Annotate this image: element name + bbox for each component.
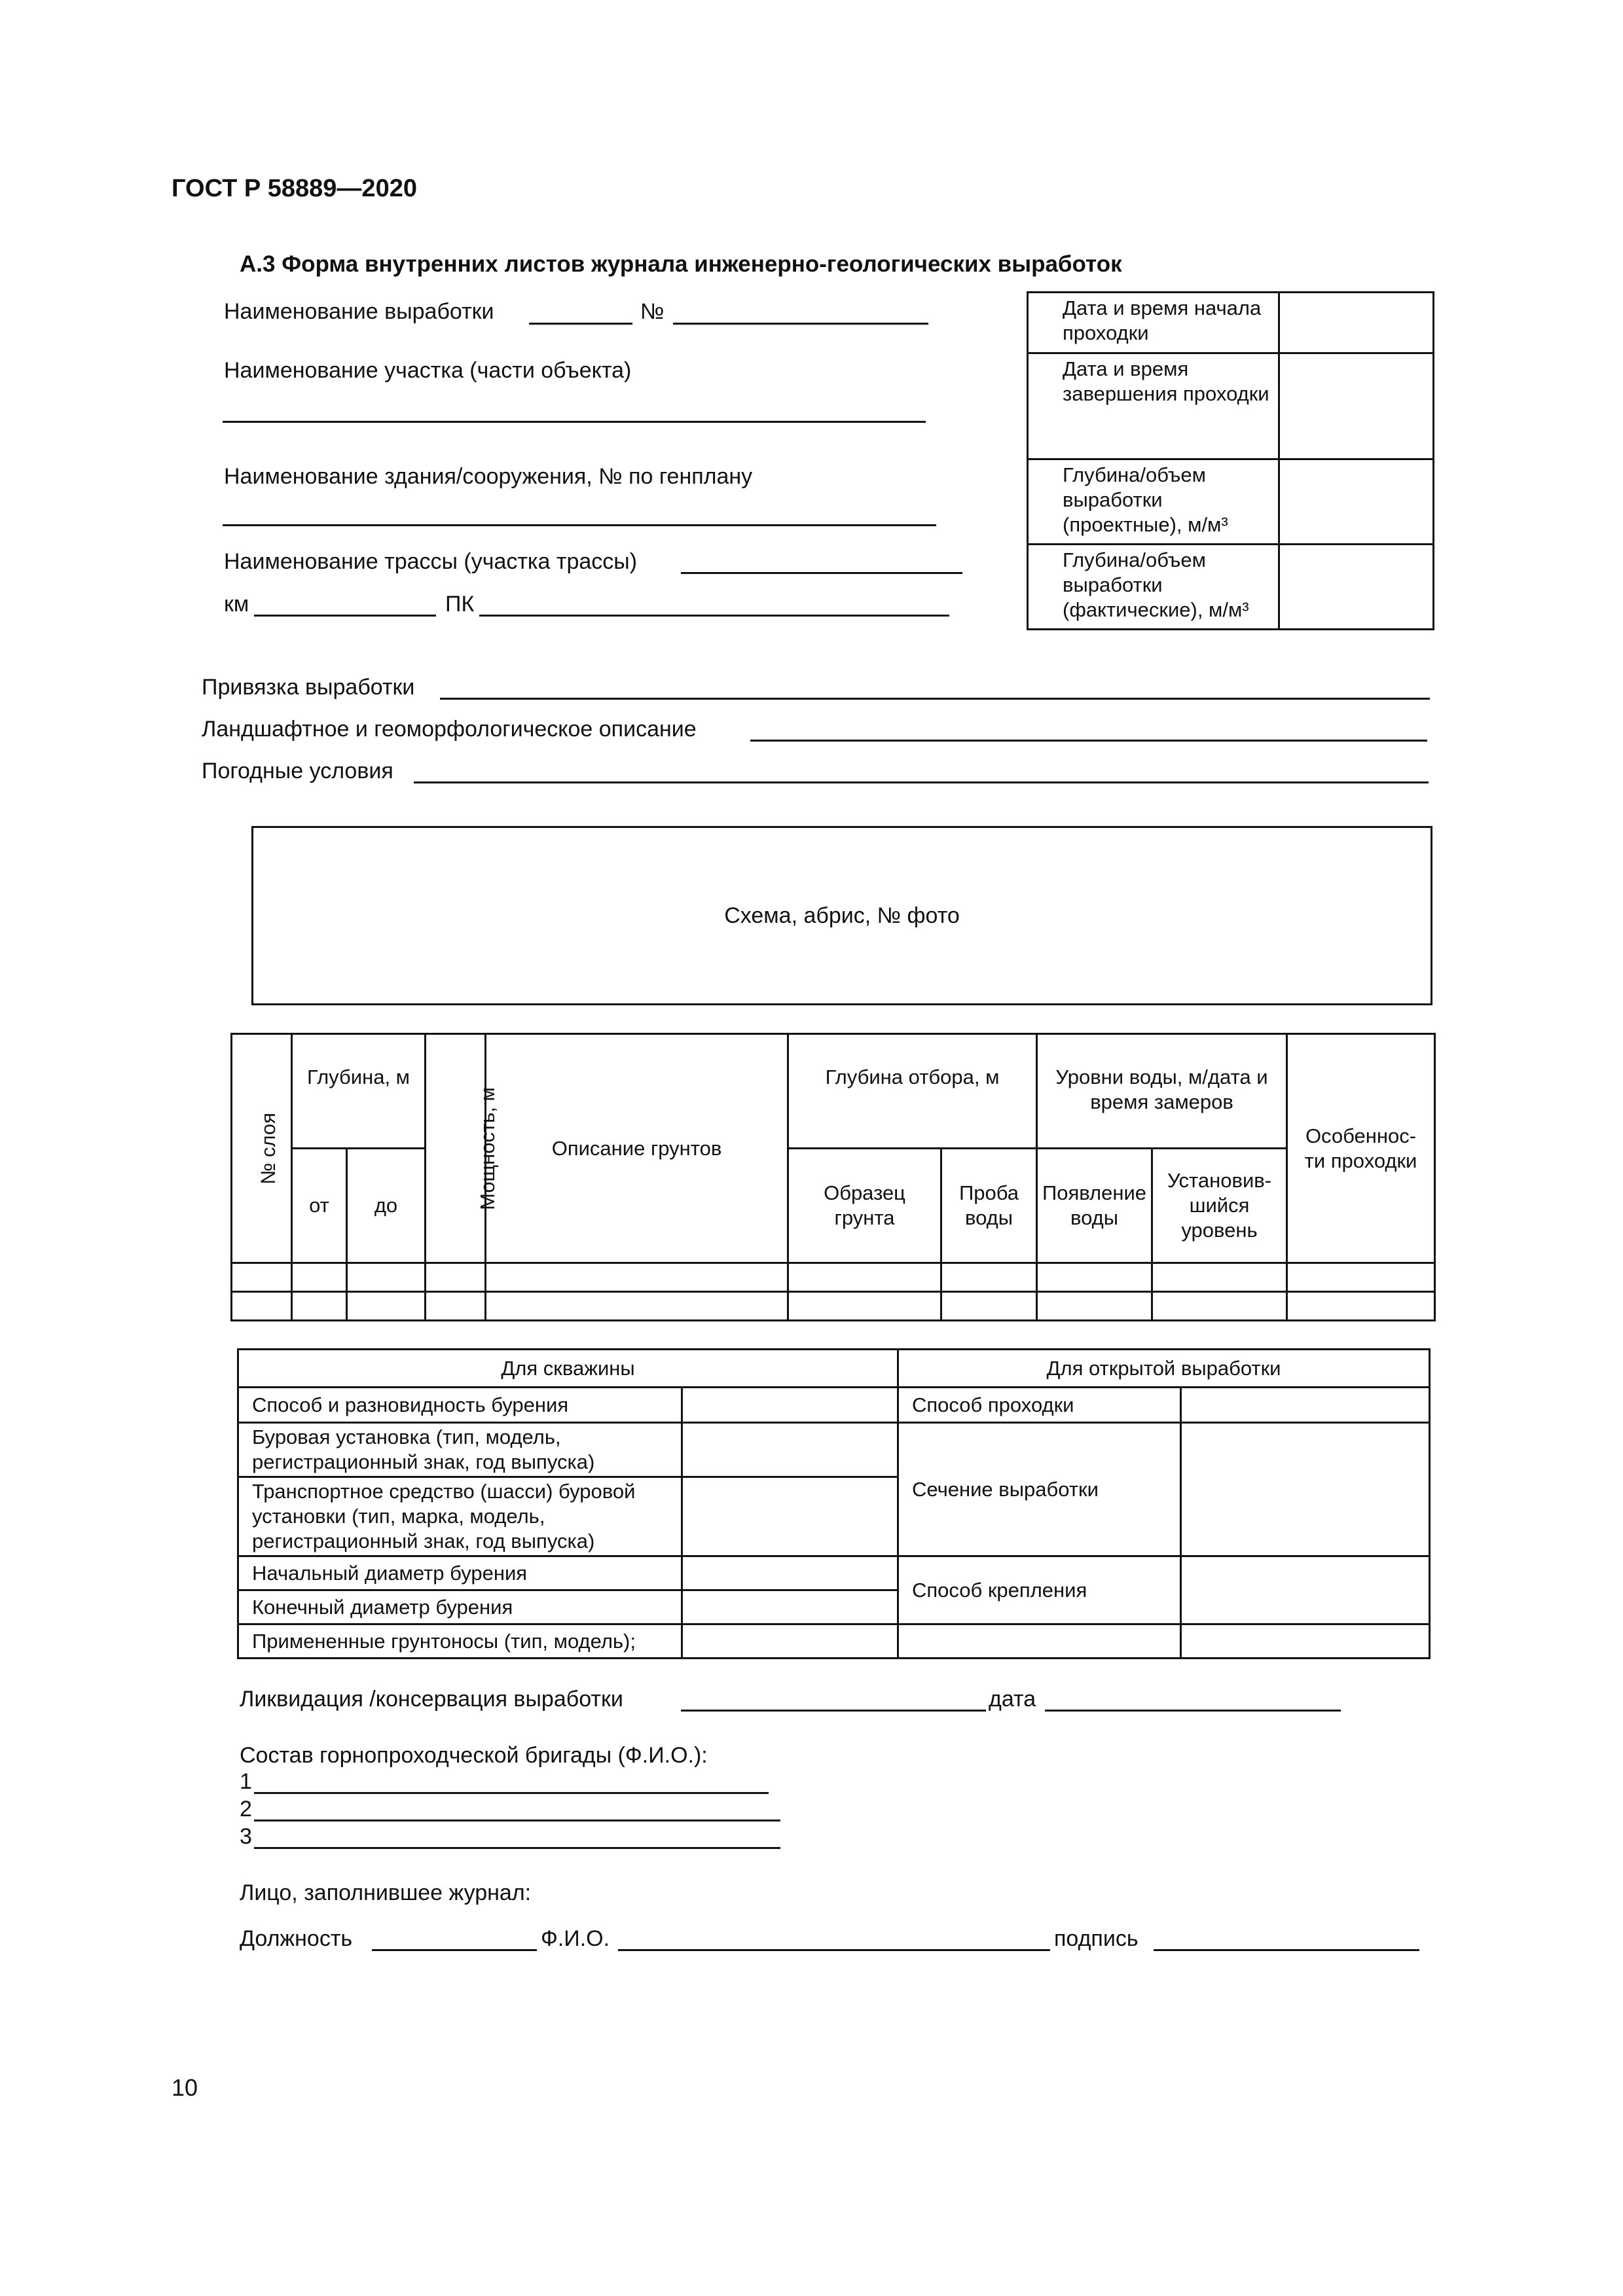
- table-row: [232, 1263, 1435, 1292]
- thickness-header: Мощность, м: [426, 1034, 486, 1263]
- end-datetime-label: Дата и время завершения проходки: [1028, 353, 1279, 459]
- crew-number-3: 3: [240, 1824, 252, 1849]
- landscape-label: Ландшафтное и геоморфологическое описание: [202, 717, 697, 742]
- established-level-header: Установив-шийся уровень: [1152, 1149, 1287, 1263]
- weather-label: Погодные условия: [202, 759, 393, 783]
- sinking-method-label: Способ проходки: [898, 1388, 1181, 1423]
- final-diameter-label: Конечный диаметр бурения: [238, 1590, 682, 1624]
- drilling-method-label: Способ и разновидность бурения: [238, 1388, 682, 1423]
- layer-number-header: № слоя: [232, 1034, 292, 1263]
- excavation-name-input[interactable]: [529, 323, 632, 325]
- depth-from-header: от: [292, 1149, 347, 1263]
- position-label: Должность: [240, 1926, 353, 1951]
- actual-depth-cell[interactable]: [1279, 545, 1434, 630]
- initial-diameter-cell[interactable]: [682, 1556, 898, 1590]
- support-method-cell[interactable]: [1181, 1556, 1430, 1624]
- signature-input[interactable]: [1154, 1949, 1419, 1951]
- extra-cell-a[interactable]: [898, 1624, 1181, 1659]
- rig-cell[interactable]: [682, 1423, 898, 1477]
- crew-number-1: 1: [240, 1769, 252, 1794]
- dates-depth-table: [1027, 291, 1434, 630]
- site-name-label: Наименование участка (части объекта): [224, 358, 632, 383]
- well-header: Для скважины: [238, 1350, 898, 1388]
- crew-member-1-input[interactable]: [254, 1792, 769, 1794]
- extra-cell-b[interactable]: [1181, 1624, 1430, 1659]
- design-depth-label: Глубина/объем выработки (проектные), м/м³: [1028, 459, 1279, 545]
- binding-label: Привязка выработки: [202, 675, 415, 700]
- liquidation-input[interactable]: [681, 1710, 986, 1712]
- features-header: Особеннос-ти проходки: [1287, 1034, 1435, 1263]
- excavation-name-label: Наименование выработки: [224, 299, 494, 324]
- equipment-table: [237, 1348, 1431, 1659]
- water-levels-header: Уровни воды, м/дата и время замеров: [1037, 1034, 1287, 1149]
- crew-member-3-input[interactable]: [254, 1847, 780, 1849]
- open-excavation-header: Для открытой выработки: [898, 1350, 1430, 1388]
- crew-number-2: 2: [240, 1797, 252, 1821]
- date-label: дата: [989, 1687, 1036, 1712]
- sampling-depth-header: Глубина отбора, м: [788, 1034, 1037, 1149]
- pk-label: ПК: [445, 592, 475, 617]
- end-datetime-cell[interactable]: [1279, 353, 1434, 459]
- start-datetime-label: Дата и время начала проходки: [1028, 293, 1279, 353]
- document-code: ГОСТ Р 58889—2020: [172, 175, 417, 202]
- depth-to-header: до: [347, 1149, 426, 1263]
- section-label: Сечение выработки: [898, 1423, 1181, 1556]
- soil-description-header: Описание грунтов: [486, 1034, 788, 1263]
- liquidation-label: Ликвидация /консервация выработки: [240, 1687, 623, 1712]
- design-depth-cell[interactable]: [1279, 459, 1434, 545]
- table-row: [232, 1292, 1435, 1321]
- water-appearance-header: Появление воды: [1037, 1149, 1152, 1263]
- water-sample-header: Проба воды: [941, 1149, 1037, 1263]
- km-input[interactable]: [254, 615, 436, 617]
- km-label: км: [224, 592, 249, 617]
- vehicle-label: Транспортное средство (шасси) буровой установки (тип, марка, модель, регистрационный знак, год выпуска): [238, 1477, 682, 1556]
- building-name-input[interactable]: [223, 524, 936, 526]
- number-sign-label: №: [640, 299, 665, 324]
- start-datetime-cell[interactable]: [1279, 293, 1434, 353]
- landscape-input[interactable]: [750, 740, 1427, 742]
- sinking-method-cell[interactable]: [1181, 1388, 1430, 1423]
- scheme-box[interactable]: [251, 826, 1432, 1005]
- fio-input[interactable]: [618, 1949, 1050, 1951]
- samplers-label: Примененные грунтоносы (тип, модель);: [238, 1624, 682, 1659]
- final-diameter-cell[interactable]: [682, 1590, 898, 1624]
- depth-header: Глубина, м: [292, 1034, 426, 1149]
- rig-label: Буровая установка (тип, модель, регистрационный знак, год выпуска): [238, 1423, 682, 1477]
- date-input[interactable]: [1045, 1710, 1341, 1712]
- samplers-cell[interactable]: [682, 1624, 898, 1659]
- support-method-label: Способ крепления: [898, 1556, 1181, 1624]
- section-title: А.3 Форма внутренних листов журнала инженерно-геологических выработок: [240, 251, 1122, 277]
- site-name-input[interactable]: [223, 421, 926, 423]
- excavation-number-input[interactable]: [673, 323, 928, 325]
- crew-member-2-input[interactable]: [254, 1820, 780, 1821]
- route-name-label: Наименование трассы (участка трассы): [224, 549, 638, 574]
- pk-input[interactable]: [479, 615, 949, 617]
- layers-table: [230, 1033, 1436, 1321]
- building-name-label: Наименование здания/сооружения, № по генплану: [224, 464, 753, 489]
- section-cell[interactable]: [1181, 1423, 1430, 1556]
- crew-label: Состав горнопроходческой бригады (Ф.И.О.):: [240, 1743, 708, 1768]
- filled-by-label: Лицо, заполнившее журнал:: [240, 1880, 532, 1905]
- fio-label: Ф.И.О.: [541, 1926, 610, 1951]
- weather-input[interactable]: [414, 781, 1429, 783]
- vehicle-cell[interactable]: [682, 1477, 898, 1556]
- soil-sample-header: Образец грунта: [788, 1149, 941, 1263]
- actual-depth-label: Глубина/объем выработки (фактические), м/м³: [1028, 545, 1279, 630]
- page-number: 10: [172, 2074, 198, 2101]
- drilling-method-cell[interactable]: [682, 1388, 898, 1423]
- binding-input[interactable]: [440, 698, 1430, 700]
- initial-diameter-label: Начальный диаметр бурения: [238, 1556, 682, 1590]
- position-input[interactable]: [372, 1949, 537, 1951]
- signature-label: подпись: [1054, 1926, 1139, 1951]
- scheme-box-label: Схема, абрис, № фото: [724, 903, 960, 928]
- route-name-input[interactable]: [681, 572, 962, 574]
